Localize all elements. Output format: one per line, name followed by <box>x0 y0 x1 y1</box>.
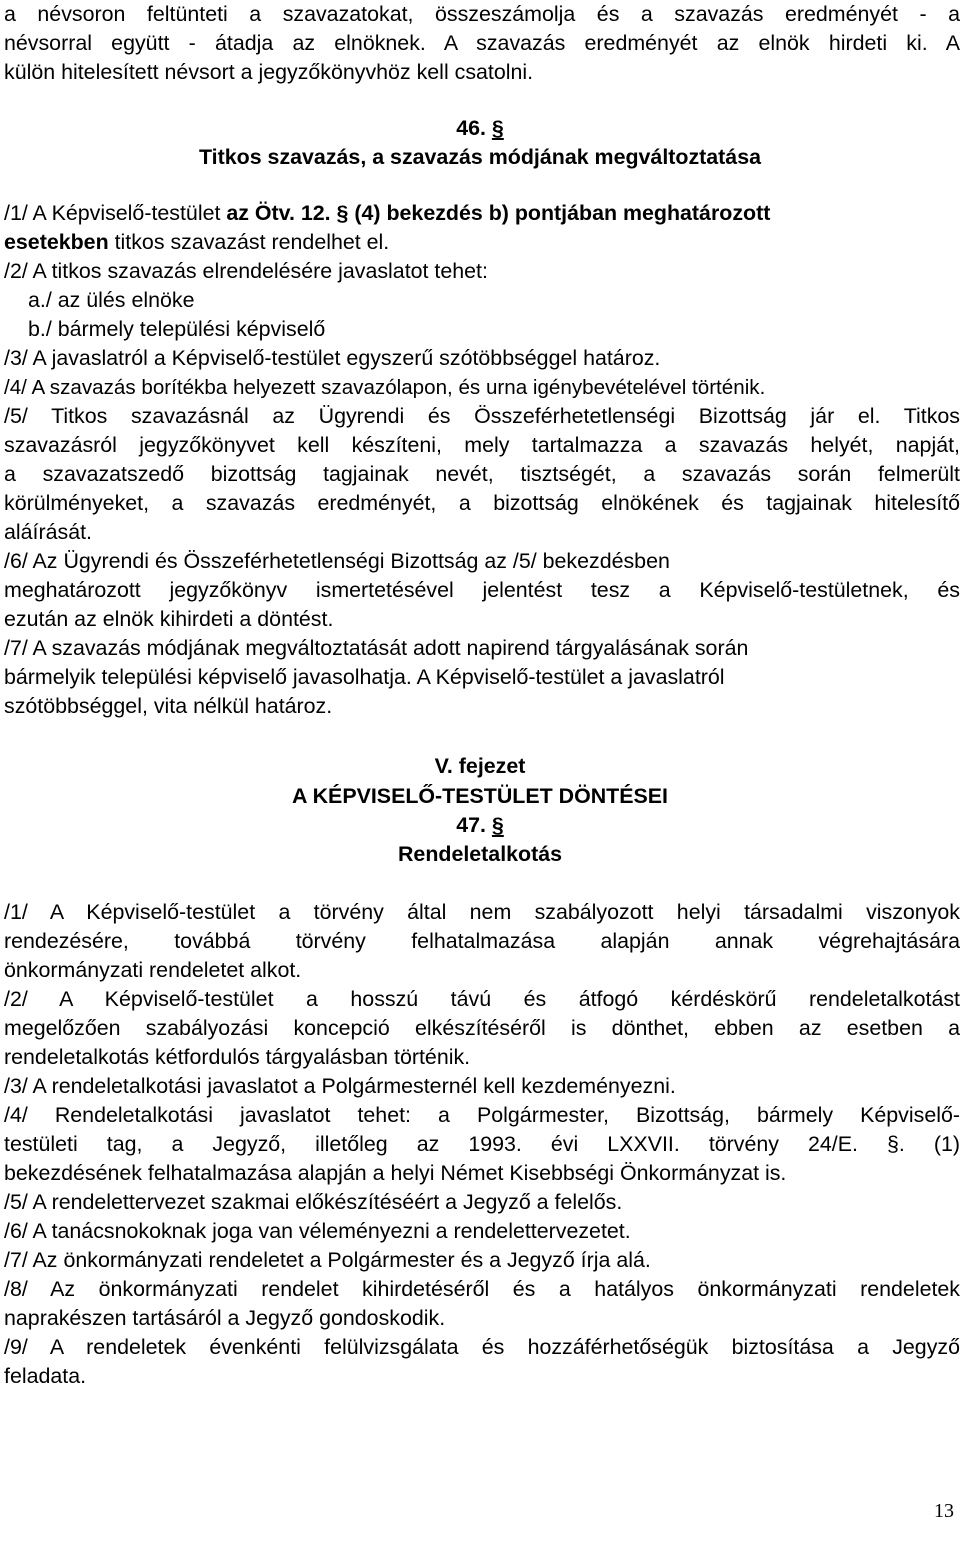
s46-p1-c: esetekben <box>4 230 109 254</box>
section-sign-icon: § <box>491 813 504 837</box>
s47-p6: /6/ A tanácsnokoknak joga van véleményezni a rendelettervezetet. <box>4 1219 631 1243</box>
s47-p8-line-1: /8/ Az önkormányzati rendelet kihirdetéséről és a hatályos önkormányzati rendeletek <box>4 1277 960 1301</box>
s46-p5-line-4: körülményeket, a szavazás eredményét, a bizottság elnökének és tagjainak hitelesítő <box>4 491 960 515</box>
s47-p4-line-1: /4/ Rendeletalkotási javaslatot tehet: a Polgármester, Bizottság, bármely Képviselő- <box>4 1103 960 1127</box>
s46-p5-line-2: szavazásról jegyzőkönyvet kell készíteni, mely tartalmazza a szavazás helyét, napját, <box>4 433 960 457</box>
s46-p1-a: /1/ A Képviselő-testület <box>4 201 227 225</box>
s46-p7-line-2: bármelyik települési képviselő javasolhatja. A Képviselő-testület a javaslatról <box>4 665 725 689</box>
page-number: 13 <box>934 1500 954 1522</box>
section-sign-icon: § <box>491 116 504 140</box>
s46-p5-line-1: /5/ Titkos szavazásnál az Ügyrendi és Összeférhetetlenségi Bizottság jár el. Titkos <box>4 404 960 428</box>
s47-p4-line-3: bekezdésének felhatalmazása alapján a helyi Német Kisebbségi Önkormányzat is. <box>4 1161 787 1185</box>
s46-p7-line-1: /7/ A szavazás módjának megváltoztatását adott napirend tárgyalásának során <box>4 636 749 660</box>
intro-line-1: a névsoron feltünteti a szavazatokat, összeszámolja és a szavazás eredményét - a <box>4 2 960 26</box>
s47-p1-line-2: rendezésére, továbbá törvény felhatalmazása alapján annak végrehajtására <box>4 929 960 953</box>
chapter-title: A KÉPVISELŐ-TESTÜLET DÖNTÉSEI <box>292 784 668 808</box>
s46-p7-line-3: szótöbbséggel, vita nélkül határoz. <box>4 694 333 718</box>
s46-p5-line-3: a szavazatszedő bizottság tagjainak nevét, tisztségét, a szavazás során felmerült <box>4 462 960 486</box>
s46-p6-line-1: /6/ Az Ügyrendi és Összeférhetetlenségi Bizottság az /5/ bekezdésben <box>4 549 670 573</box>
s46-p2-a: a./ az ülés elnöke <box>28 288 195 312</box>
s47-p1-line-1: /1/ A Képviselő-testület a törvény által nem szabályozott helyi társadalmi viszonyok <box>4 900 960 924</box>
s47-p4-line-2: testületi tag, a Jegyző, illetőleg az 1993. évi LXXVII. törvény 24/E. §. (1) <box>4 1132 960 1156</box>
s47-p8-line-2: naprakészen tartásáról a Jegyző gondoskodik. <box>4 1306 446 1330</box>
s46-p1-line-1 <box>4 199 770 228</box>
section-47-number: 47. <box>456 813 486 837</box>
section-46-title: Titkos szavazás, a szavazás módjának megváltoztatása <box>199 145 761 169</box>
s46-p2-b: b./ bármely települési képviselő <box>28 317 326 341</box>
s47-p9-line-1: /9/ A rendeletek évenkénti felülvizsgálata és hozzáférhetőségük biztosítása a Jegyző <box>4 1335 960 1359</box>
s46-p5-line-5: aláírását. <box>4 520 92 544</box>
s46-p4: /4/ A szavazás borítékba helyezett szavazólapon, és urna igénybevételével történik. <box>4 376 766 399</box>
intro-line-2: névsorral együtt - átadja az elnöknek. A szavazás eredményét az elnök hirdeti ki. A <box>4 31 960 55</box>
s47-p2-line-1: /2/ A Képviselő-testület a hosszú távú és átfogó kérdéskörű rendeletalkotást <box>4 987 960 1011</box>
s46-p3: /3/ A javaslatról a Képviselő-testület egyszerű szótöbbséggel határoz. <box>4 346 661 370</box>
s47-p9-line-2: feladata. <box>4 1364 87 1388</box>
s47-p3: /3/ A rendeletalkotási javaslatot a Polgármesternél kell kezdeményezni. <box>4 1074 676 1098</box>
s47-p1-line-3: önkormányzati rendeletet alkot. <box>4 958 302 982</box>
s46-p1-b: az Ötv. 12. § (4) bekezdés b) pontjában meghatározott <box>226 201 771 225</box>
s46-p1-line-2 <box>4 228 389 257</box>
section-46-heading <box>0 114 960 143</box>
s46-p6-line-3: ezután az elnök kihirdeti a döntést. <box>4 607 334 631</box>
s47-p2-line-3: rendeletalkotás kétfordulós tárgyalásban történik. <box>4 1045 471 1069</box>
section-47-title: Rendeletalkotás <box>397 842 563 866</box>
s46-p6-line-2: meghatározott jegyzőkönyv ismertetésével jelentést tesz a Képviselő-testületnek, és <box>4 578 960 602</box>
s47-p2-line-2: megelőzően szabályozási koncepció elkészítéséről is dönthet, ebben az esetben a <box>4 1016 960 1040</box>
s46-p2: /2/ A titkos szavazás elrendelésére javaslatot tehet: <box>4 259 488 283</box>
intro-line-3: külön hitelesített névsort a jegyzőkönyvhöz kell csatolni. <box>4 60 534 84</box>
chapter-label: V. fejezet <box>434 754 526 778</box>
s47-p7: /7/ Az önkormányzati rendeletet a Polgármester és a Jegyző írja alá. <box>4 1248 651 1272</box>
section-46-number: 46. <box>456 116 486 140</box>
s46-p1-d: titkos szavazást rendelhet el. <box>108 230 390 254</box>
section-47-heading <box>0 811 960 840</box>
s47-p5: /5/ A rendelettervezet szakmai előkészítéséért a Jegyző a felelős. <box>4 1190 623 1214</box>
